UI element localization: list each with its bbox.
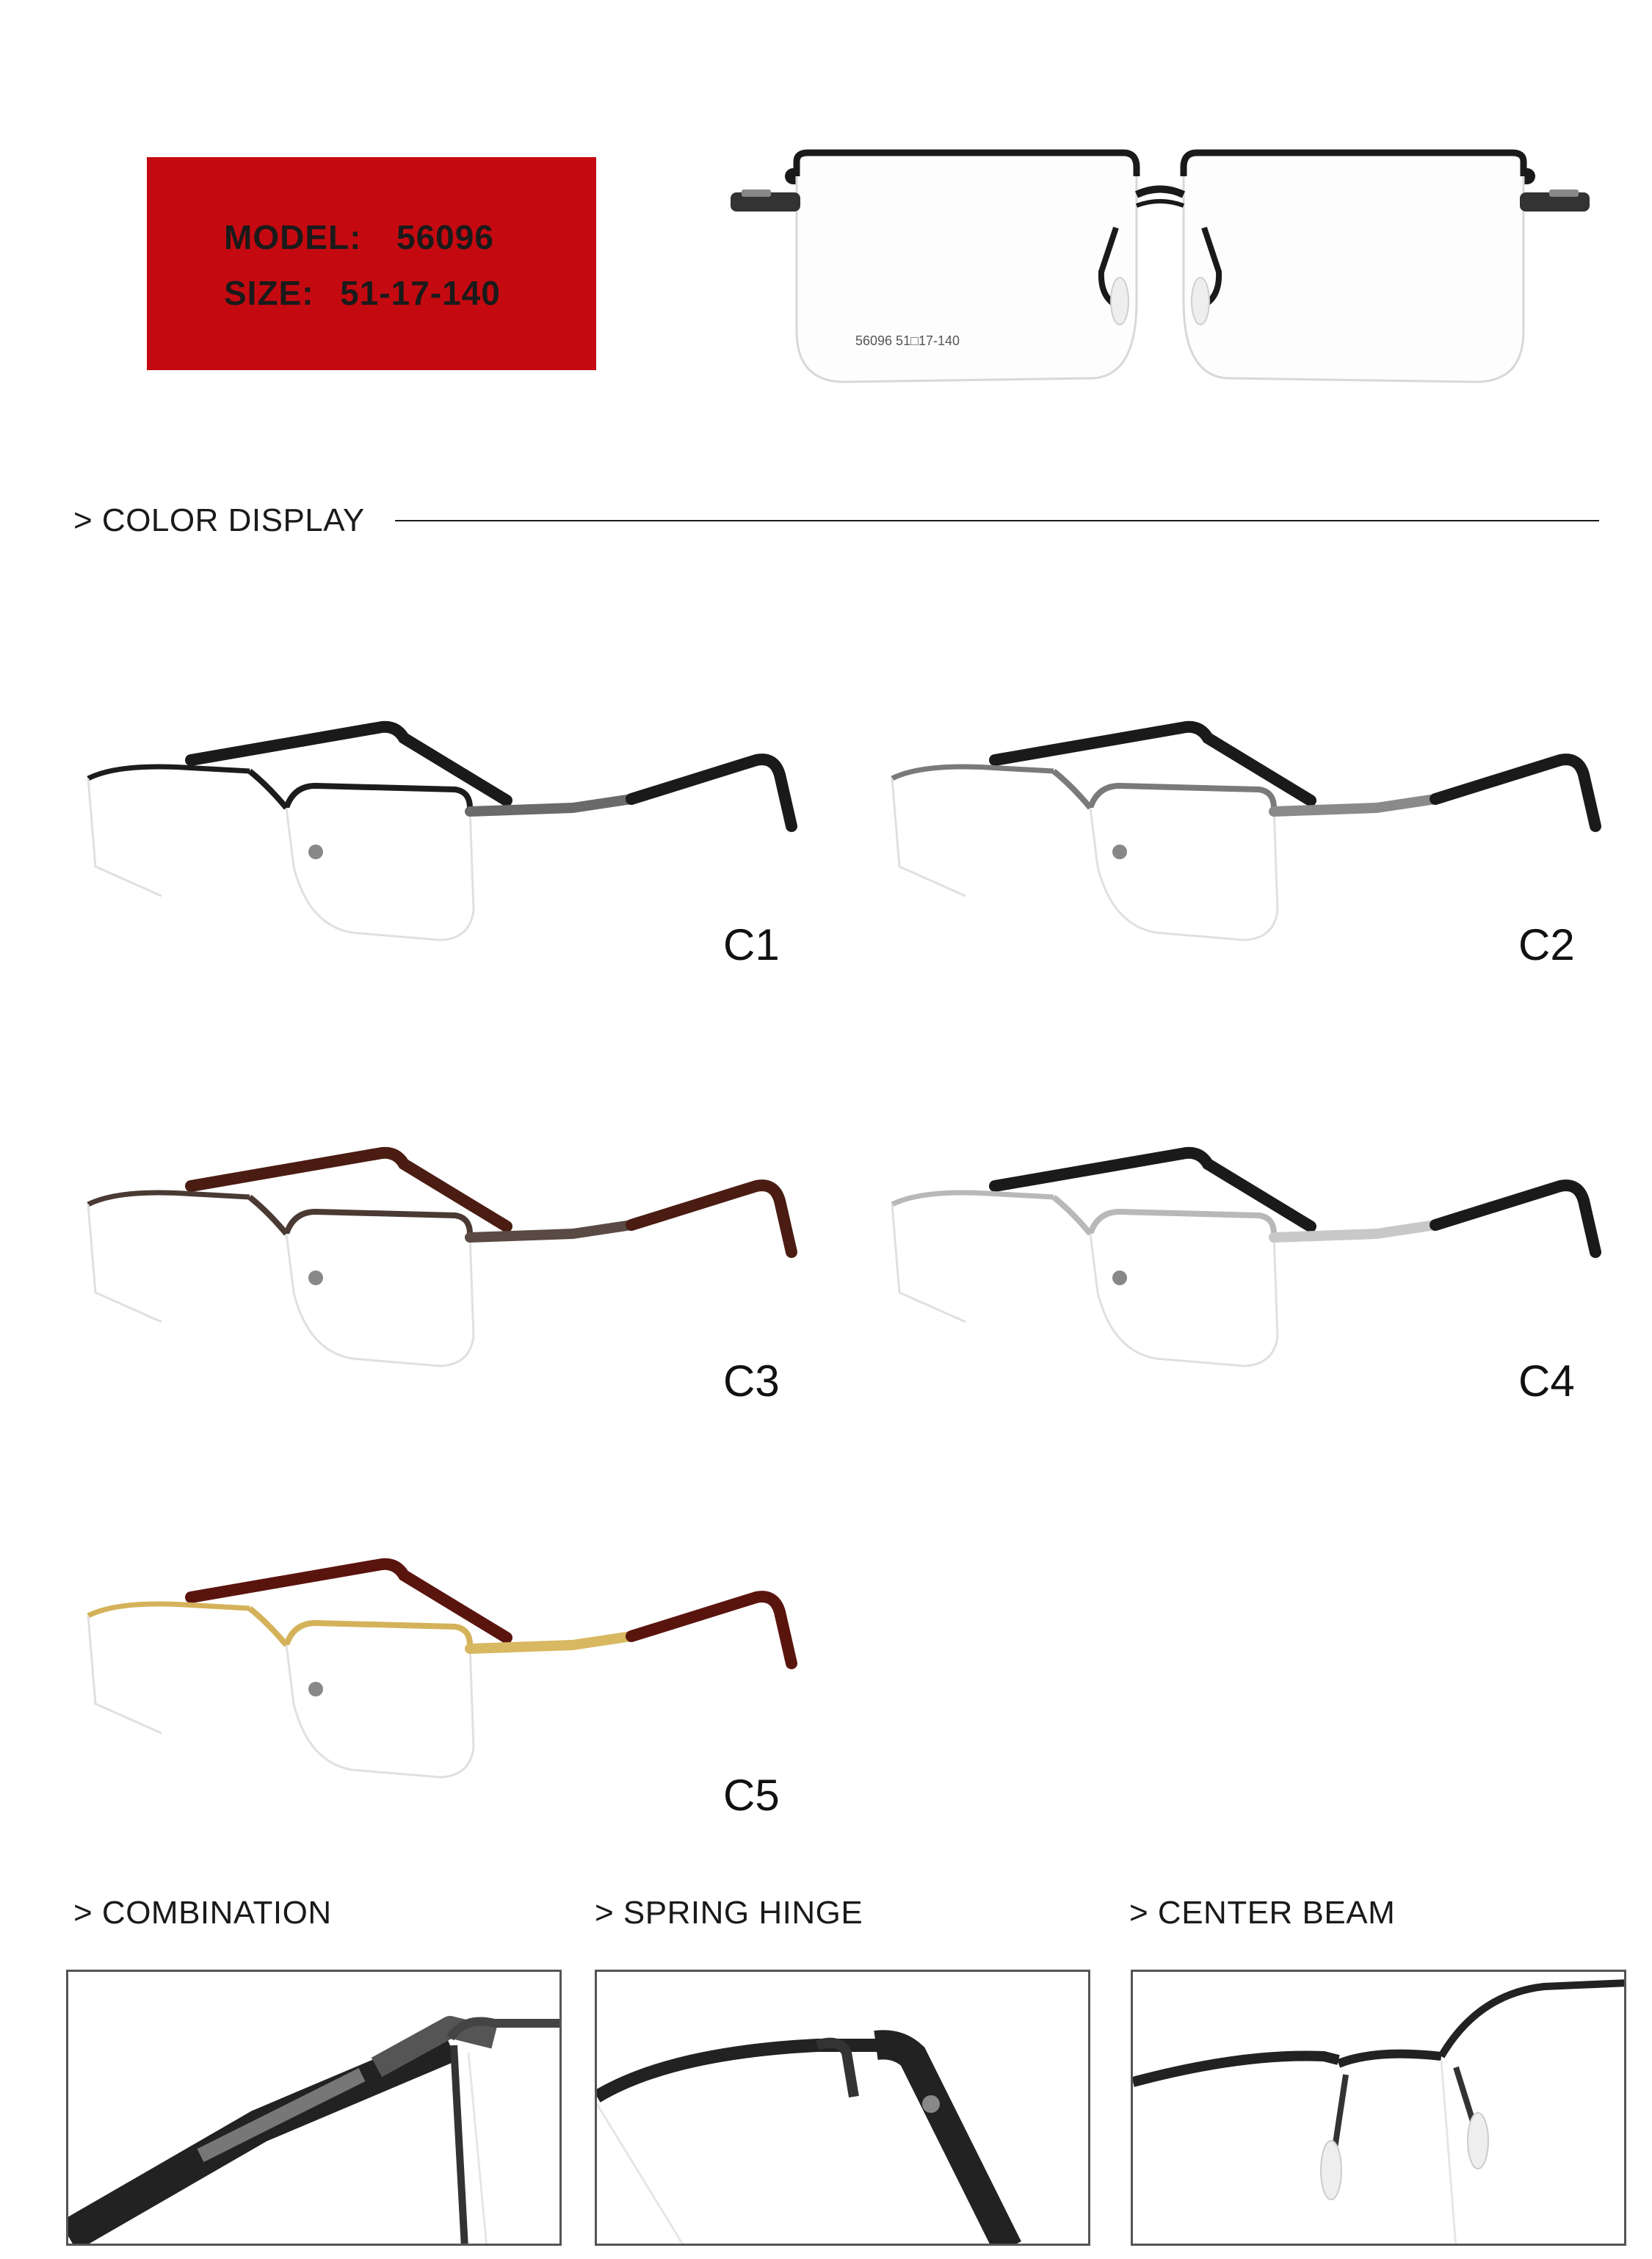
variant-label-c3: C3: [723, 1356, 780, 1406]
temple-print: 56096 51□17-140: [855, 333, 960, 348]
center-beam-title: > CENTER BEAM: [1129, 1895, 1396, 1931]
section-divider: [395, 520, 1599, 521]
spring-hinge-detail-image: [595, 1970, 1090, 2246]
glasses-side-icon: [877, 1131, 1612, 1395]
glasses-front-icon: [712, 132, 1608, 404]
variant-c4-glasses: [877, 1131, 1612, 1395]
glasses-side-icon: [73, 1131, 808, 1395]
hero-glasses-front: [712, 132, 1608, 404]
variant-label-c5: C5: [723, 1771, 780, 1820]
model-value: 56096: [396, 218, 494, 256]
variant-label-c1: C1: [723, 920, 780, 969]
size-value: 51-17-140: [340, 274, 501, 312]
bridge-closeup-icon: [1133, 1972, 1626, 2246]
variant-c5-glasses: [73, 1542, 808, 1807]
combination-title: > COMBINATION: [73, 1895, 332, 1931]
hinge-closeup-icon: [597, 1972, 1090, 2246]
glasses-side-icon: [73, 1542, 808, 1807]
size-label: SIZE:: [224, 274, 314, 312]
model-info-box: [147, 157, 596, 370]
variant-label-c4: C4: [1518, 1356, 1575, 1406]
model-line: [224, 217, 494, 257]
spring-hinge-title: > SPRING HINGE: [595, 1895, 863, 1931]
center-beam-detail-image: [1131, 1970, 1626, 2246]
variant-c1-glasses: [73, 705, 808, 969]
size-line: [224, 273, 501, 313]
glasses-side-icon: [877, 705, 1612, 969]
variant-c3-glasses: [73, 1131, 808, 1395]
variant-label-c2: C2: [1518, 920, 1575, 969]
hinge-closeup-icon: [68, 1972, 562, 2246]
color-display-title: > COLOR DISPLAY: [73, 502, 365, 538]
model-label: MODEL:: [224, 218, 362, 256]
variant-c2-glasses: [877, 705, 1612, 969]
glasses-side-icon: [73, 705, 808, 969]
combination-detail-image: [66, 1970, 562, 2246]
